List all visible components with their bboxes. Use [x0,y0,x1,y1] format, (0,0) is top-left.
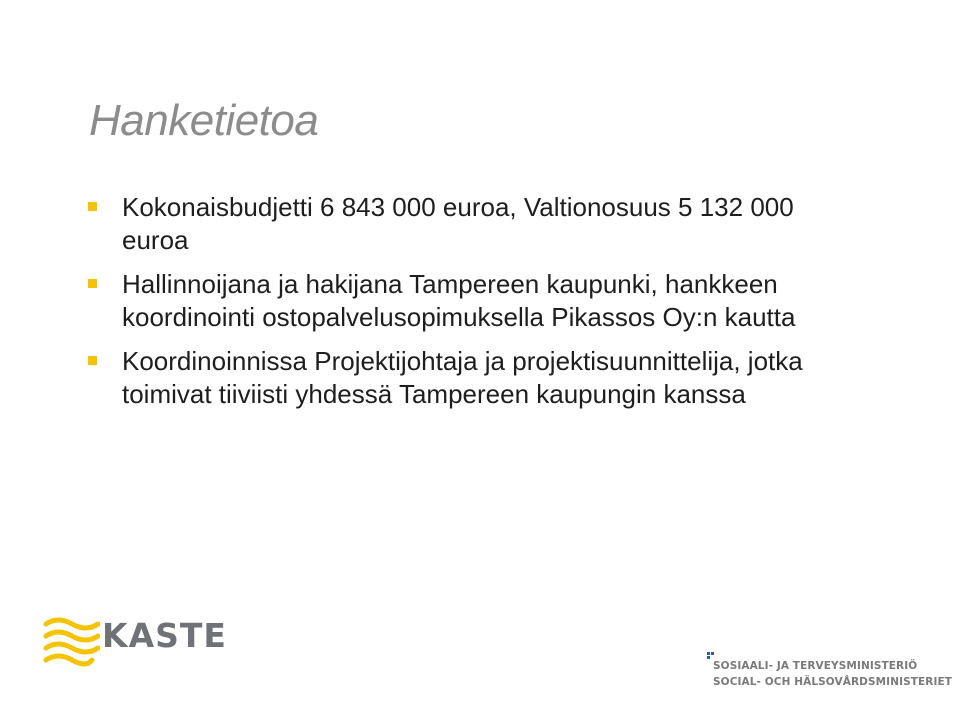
slide-title: Hanketietoa [89,96,319,145]
bullet-list [84,191,864,422]
ministry-name-swedish: SOCIAL- OCH HÄLSOVÅRDSMINISTERIET [713,676,953,688]
square-bullet-icon [88,279,97,288]
ministry-name-finnish: SOSIAALI- JA TERVEYSMINISTERIÖ [713,660,918,672]
bullet-text: Hallinnoijana ja hakijana Tampereen kaupunki, hankkeen koordinointi ostopalvelusopimuksella Pikassos Oy:n kautta [122,269,796,332]
square-bullet-icon [88,202,97,211]
ministry-dots-icon [707,652,715,660]
bullet-text: Koordinoinnissa Projektijohtaja ja projektisuunnittelija, jotka toimivat tiiviisti yhdessä Tampereen kaupungin kanssa [122,346,803,409]
bullet-text: Kokonaisbudjetti 6 843 000 euroa, Valtionosuus 5 132 000 euroa [122,192,794,255]
kaste-wave-icon [42,614,100,672]
bullet-item-administration [84,268,864,333]
ministry-logo [707,652,953,694]
bullet-item-budget [84,191,864,256]
kaste-logo [42,614,227,674]
kaste-wordmark: KASTE [102,616,227,655]
bullet-item-coordination [84,345,864,410]
square-bullet-icon [88,356,97,365]
